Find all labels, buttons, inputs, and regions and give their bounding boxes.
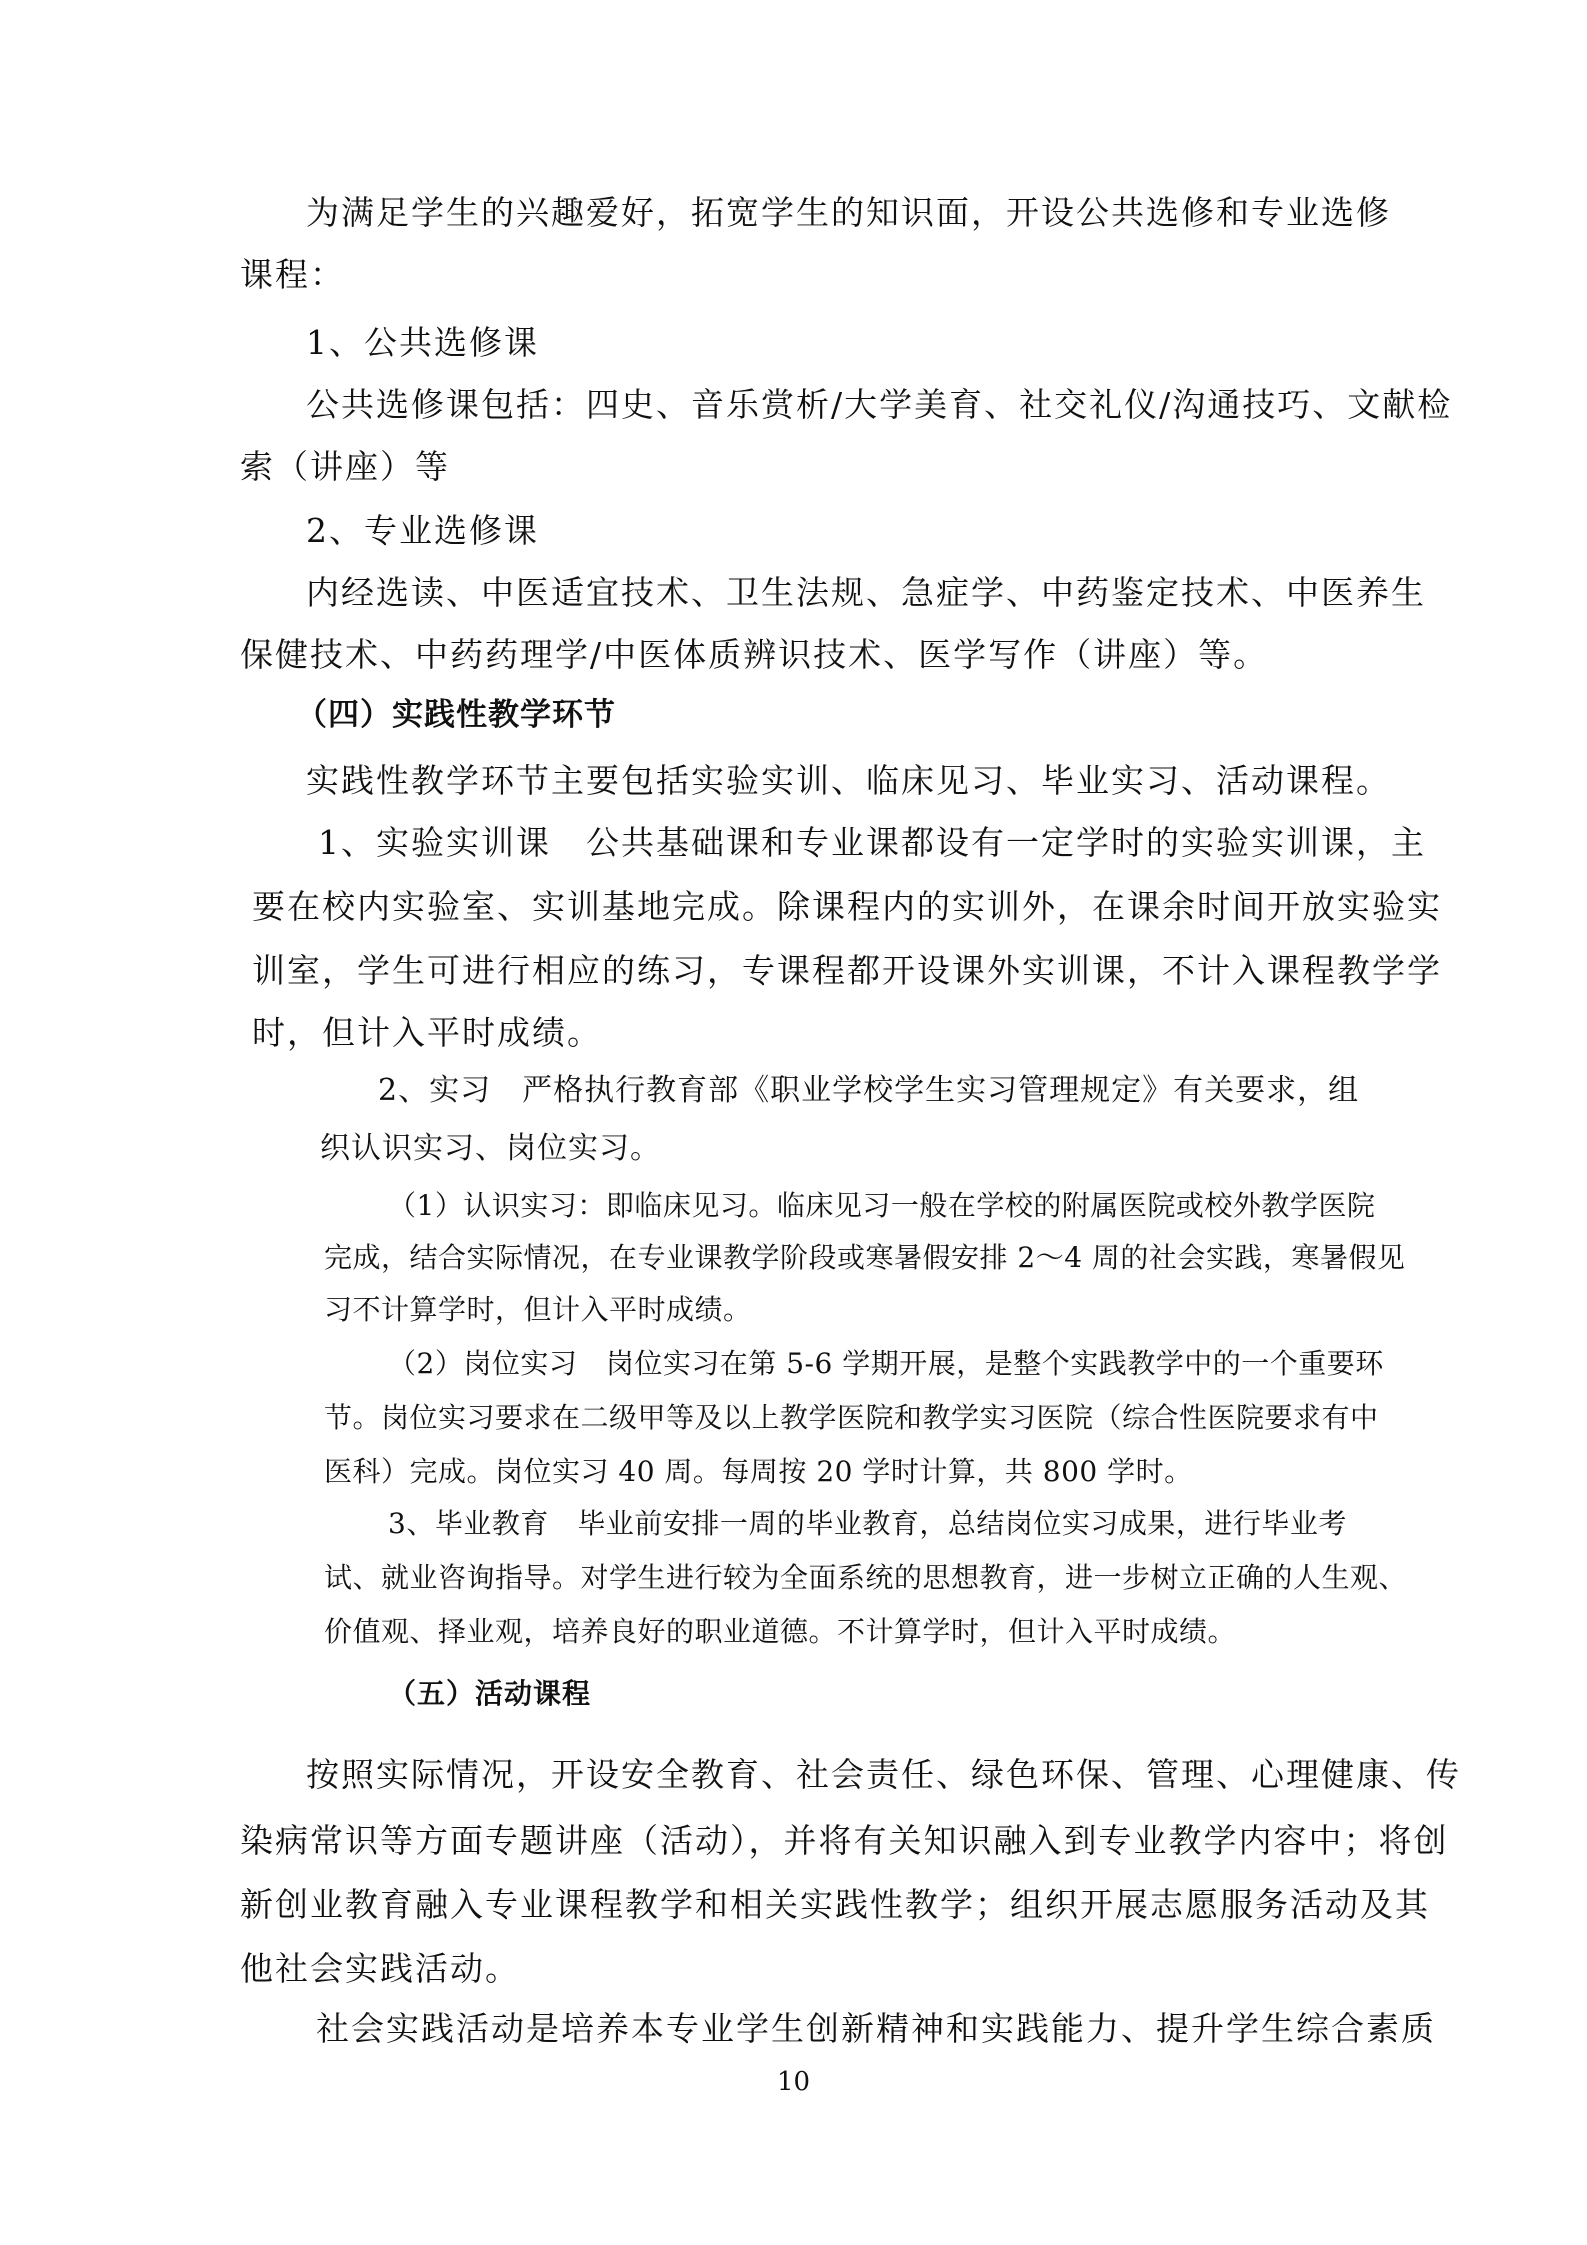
paragraph-line: 课程：	[240, 255, 345, 294]
paragraph-line: 3、毕业教育 毕业前安排一周的毕业教育，总结岗位实习成果，进行毕业考	[388, 1507, 1347, 1540]
paragraph-line: 2、实习 严格执行教育部《职业学校学生实习管理规定》有关要求，组	[378, 1073, 1360, 1108]
paragraph-line: 习不计算学时，但计入平时成绩。	[324, 1293, 752, 1326]
paragraph-line: 保健技术、中药药理学/中医体质辨识技术、医学写作（讲座）等。	[240, 635, 1269, 674]
paragraph-line: （1）认识实习：即临床见习。临床见习一般在学校的附属医院或校外教学医院	[388, 1189, 1376, 1222]
subheading: 2、专业选修课	[306, 511, 539, 550]
paragraph-line: 索（讲座）等	[240, 447, 450, 486]
paragraph-line: 节。岗位实习要求在二级甲等及以上教学医院和教学实习医院（综合性医院要求有中	[324, 1401, 1379, 1434]
paragraph-line: 为满足学生的兴趣爱好，拓宽学生的知识面，开设公共选修和专业选修	[306, 193, 1391, 232]
paragraph-line: （2）岗位实习 岗位实习在第 5-6 学期开展，是整个实践教学中的一个重要环	[388, 1347, 1384, 1380]
paragraph-line: 社会实践活动是培养本专业学生创新精神和实践能力、提升学生综合素质	[316, 2009, 1436, 2048]
paragraph-line: 试、就业咨询指导。对学生进行较为全面系统的思想教育，进一步树立正确的人生观、	[324, 1561, 1408, 1594]
section-heading: （五）活动课程	[388, 1677, 592, 1710]
paragraph-line: 时，但计入平时成绩。	[252, 1013, 602, 1052]
subheading: 1、公共选修课	[306, 323, 539, 362]
paragraph-line: 新创业教育融入专业课程教学和相关实践性教学；组织开展志愿服务活动及其	[240, 1885, 1430, 1924]
paragraph-line: 实践性教学环节主要包括实验实训、临床见习、毕业实习、活动课程。	[306, 761, 1391, 800]
paragraph-line: 按照实际情况，开设安全教育、社会责任、绿色环保、管理、心理健康、传	[306, 1755, 1461, 1794]
paragraph-line: 内经选读、中医适宜技术、卫生法规、急症学、中药鉴定技术、中医养生	[306, 573, 1426, 612]
paragraph-line: 他社会实践活动。	[240, 1949, 520, 1988]
paragraph-line: 1、实验实训课 公共基础课和专业课都设有一定学时的实验实训课，主	[318, 823, 1426, 862]
paragraph-line: 训室，学生可进行相应的练习，专课程都开设课外实训课，不计入课程教学学	[252, 951, 1442, 990]
paragraph-line: 织认识实习、岗位实习。	[320, 1131, 661, 1166]
page-number: 10	[776, 2067, 811, 2097]
paragraph-line: 要在校内实验室、实训基地完成。除课程内的实训外，在课余时间开放实验实	[252, 887, 1442, 926]
paragraph-line: 公共选修课包括：四史、音乐赏析/大学美育、社交礼仪/沟通技巧、文献检	[306, 385, 1453, 424]
paragraph-line: 价值观、择业观，培养良好的职业道德。不计算学时，但计入平时成绩。	[324, 1615, 1237, 1648]
paragraph-line: 完成，结合实际情况，在专业课教学阶段或寒暑假安排 2～4 周的社会实践，寒暑假见	[324, 1241, 1406, 1274]
section-heading: （四）实践性教学环节	[296, 697, 616, 733]
paragraph-line: 染病常识等方面专题讲座（活动），并将有关知识融入到专业教学内容中；将创	[240, 1821, 1449, 1860]
paragraph-line: 医科）完成。岗位实习 40 周。每周按 20 学时计算，共 800 学时。	[324, 1455, 1193, 1488]
